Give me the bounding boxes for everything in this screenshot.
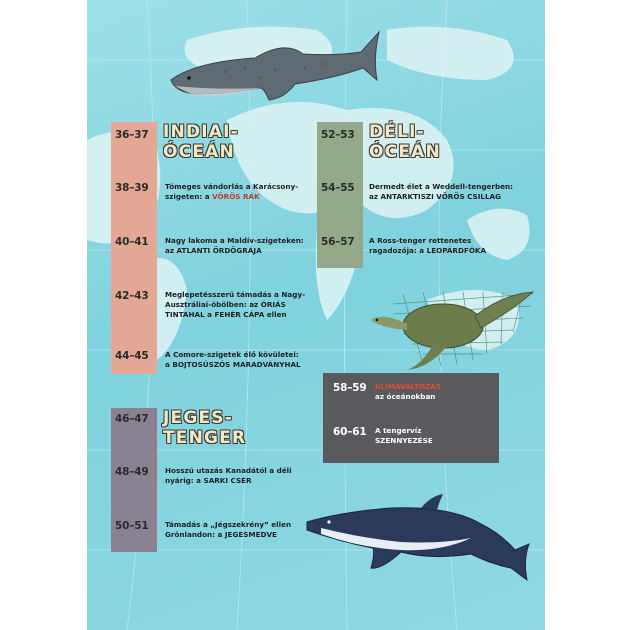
climate-box — [323, 373, 499, 463]
page-number: 58–59 — [333, 382, 367, 394]
page-number: 54–55 — [321, 182, 355, 194]
toc-entry[interactable]: A tengervíz SZENNYEZÉSE — [375, 426, 433, 445]
page-number: 38–39 — [115, 182, 149, 194]
toc-entry[interactable]: Dermedt élet a Weddell-tengerben: az ANTARKTISZI VÖRÖS CSILLAG — [369, 182, 513, 201]
toc-entry[interactable]: Meglepetésszerű támadás a Nagy- Ausztráliai-öbölben: az ÓRIÁS TINTAHAL a FEHÉR CÁPA ellen — [165, 290, 306, 319]
toc-entry[interactable]: KLÍMAVÁLTOZÁS az óceánokban — [375, 382, 442, 401]
section-title-southern: DÉLI- ÓCEÁN — [369, 122, 441, 162]
toc-entry[interactable]: A Ross-tenger rettenetes ragadozója: a LEOPÁRDFÓKA — [369, 236, 487, 255]
toc-entry[interactable]: Hosszú utazás Kanadától a déli nyárig: a SARKI CSÉR — [165, 466, 292, 485]
page-number: 42–43 — [115, 290, 149, 302]
book-page — [87, 0, 545, 630]
page-number: 52–53 — [321, 129, 355, 141]
page-number: 50–51 — [115, 520, 149, 532]
section-title-arctic: JEGES- TENGER — [163, 408, 247, 448]
toc-entry[interactable]: Nagy lakoma a Maldív-szigeteken: az ATLANTI ÖRDÖGRÁJA — [165, 236, 304, 255]
toc-entry[interactable]: Tömeges vándorlás a Karácsony- szigeten: a VÖRÖS RÁK — [165, 182, 299, 201]
toc-entry[interactable]: A Comore-szigetek élő kövületei: a BOJTOSÚSZÓS MARADVÁNYHAL — [165, 350, 301, 369]
whale-illustration — [301, 490, 533, 588]
page-number: 40–41 — [115, 236, 149, 248]
indian-ocean-bar — [111, 122, 157, 374]
page-number: 56–57 — [321, 236, 355, 248]
page-number: 44–45 — [115, 350, 149, 362]
page-number: 60–61 — [333, 426, 367, 438]
shark-illustration — [165, 28, 385, 110]
page-number: 48–49 — [115, 466, 149, 478]
page-number: 46–47 — [115, 413, 149, 425]
toc-entry[interactable]: Támadás a „Jégszekrény” ellen Grönlandon: a JEGESMEDVE — [165, 520, 292, 539]
page-number: 36–37 — [115, 129, 149, 141]
section-title-indian: INDIAI- ÓCEÁN — [163, 122, 239, 162]
turtle-illustration — [363, 284, 539, 376]
